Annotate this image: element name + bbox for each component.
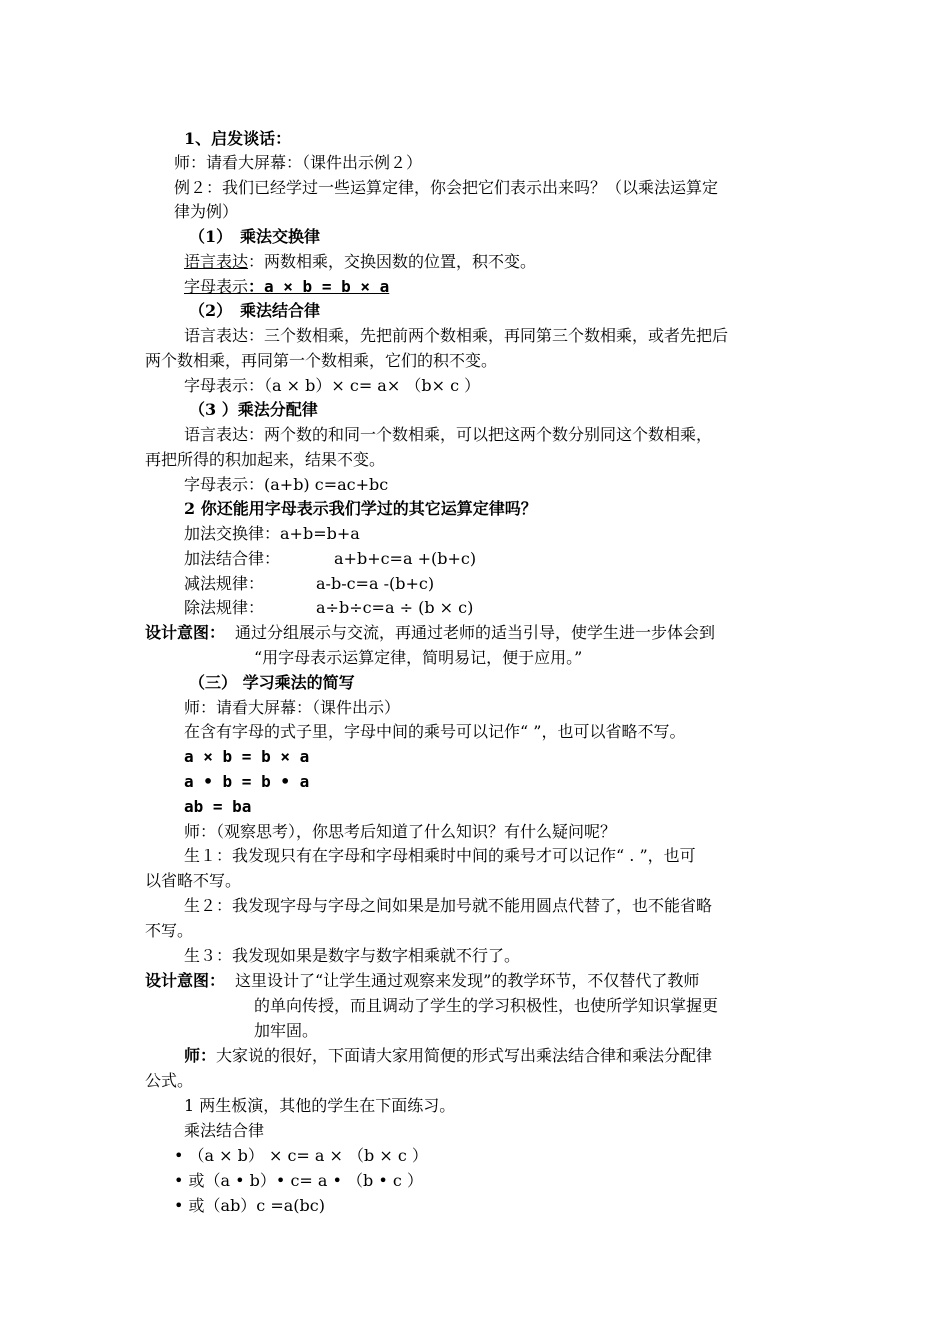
law-2-language-line: 语言表达：三个数相乘，先把前两个数相乘，再同第三个数相乘，或者先把后 bbox=[184, 326, 729, 345]
subtraction-rule-formula: a-b-c=a -(b+c) bbox=[316, 574, 435, 593]
formula-cross: a × b = b × a bbox=[184, 747, 310, 766]
teacher-question: 师：（观察思考），你思考后知道了什么知识？有什么疑问呢？ bbox=[184, 822, 617, 841]
teacher-line: 师：请看大屏幕：（课件出示） bbox=[184, 698, 401, 717]
law-2-letter-line: 字母表示：（a × b）× c= a× （b× c ） bbox=[184, 376, 481, 395]
example-2-line: 例２：我们已经学过一些运算定律，你会把它们表示出来吗？（以乘法运算定 bbox=[174, 178, 719, 197]
question-2: 2 你还能用字母表示我们学过的其它运算定律吗？ bbox=[184, 499, 537, 518]
law-1-heading: 乘法交换律 bbox=[240, 227, 321, 246]
student-2-answer: 生２：我发现字母与字母之间如果是加号就不能用圆点代替了，也不能省略 bbox=[184, 896, 713, 915]
associative-law-subheading: 乘法结合律 bbox=[184, 1121, 265, 1140]
law-2-number: （2） bbox=[189, 301, 233, 320]
addition-commutative-law: 加法交换律：a+b=b+a bbox=[184, 524, 360, 543]
teacher-instruction-text: 大家说的很好，下面请大家用简便的形式写出乘法结合律和乘法分配律 bbox=[216, 1046, 713, 1065]
rule-statement: 在含有字母的式子里，字母中间的乘号可以记作“ ”，也可以省略不写。 bbox=[184, 722, 686, 741]
letter-expression-label: 字母表示 bbox=[184, 277, 249, 296]
design-intent-text-cont: 的单向传授，而且调动了学生的学习积极性，也使所学知识掌握更 bbox=[254, 996, 719, 1015]
student-1-answer-cont: 以省略不写。 bbox=[145, 871, 242, 890]
student-3-answer: 生３：我发现如果是数字与数字相乘就不行了。 bbox=[184, 946, 521, 965]
formula-omitted: ab = ba bbox=[184, 797, 252, 816]
student-2-answer-cont: 不写。 bbox=[145, 921, 194, 940]
division-rule-formula: a÷b÷c=a ÷ (b × c) bbox=[316, 598, 474, 617]
list-item: • 或（a • b）• c= a • （b • c ） bbox=[174, 1171, 423, 1190]
design-intent-text: 这里设计了“让学生通过观察来发现”的教学环节，不仅替代了教师 bbox=[235, 971, 700, 990]
law-1-number: （1） bbox=[189, 227, 233, 246]
design-intent-label: 设计意图： bbox=[145, 971, 226, 990]
addition-associative-label: 加法结合律： bbox=[184, 549, 281, 568]
teacher-label: 师： bbox=[184, 1046, 217, 1065]
design-intent-text-cont-2: 加牢固。 bbox=[254, 1021, 319, 1040]
list-item: • 或（ab）c =a(bc) bbox=[174, 1196, 325, 1215]
design-intent-text: 通过分组展示与交流，再通过老师的适当引导，使学生进一步体会到 bbox=[235, 623, 716, 642]
letter-expression-formula: ：a × b = b × a bbox=[248, 277, 390, 296]
language-expression-text: ：两数相乘，交换因数的位置，积不变。 bbox=[248, 252, 537, 271]
law-2-heading: 乘法结合律 bbox=[240, 301, 321, 320]
addition-associative-formula: a+b+c=a +(b+c) bbox=[334, 549, 477, 568]
student-1-answer: 生１：我发现只有在字母和字母相乘时中间的乘号才可以记作“ . ”，也可 bbox=[184, 846, 696, 865]
law-3-language-line-cont: 再把所得的积加起来，结果不变。 bbox=[145, 450, 386, 469]
design-intent-text-cont: “用字母表示运算定律，简明易记，便于应用。” bbox=[254, 648, 583, 667]
section-title-enlightening-talk: 1、启发谈话： bbox=[184, 129, 292, 148]
subtraction-rule-label: 减法规律： bbox=[184, 574, 265, 593]
law-3-letter-line: 字母表示：(a+b) c=ac+bc bbox=[184, 475, 389, 494]
teacher-instruction bbox=[184, 1044, 712, 1068]
practice-instruction: 1 两生板演，其他的学生在下面练习。 bbox=[184, 1096, 456, 1115]
teacher-instruction-cont: 公式。 bbox=[145, 1071, 194, 1090]
division-rule-label: 除法规律： bbox=[184, 598, 265, 617]
formula-dot: a • b = b • a bbox=[184, 772, 310, 791]
law-2-language-line-cont: 两个数相乘，再同第一个数相乘，它们的积不变。 bbox=[145, 351, 498, 370]
example-2-line-cont: 律为例） bbox=[174, 202, 239, 221]
design-intent-label: 设计意图： bbox=[145, 623, 226, 642]
teacher-line: 师：请看大屏幕：（课件出示例２） bbox=[174, 153, 423, 172]
law-3-language-line: 语言表达：两个数的和同一个数相乘，可以把这两个数分别同这个数相乘， bbox=[184, 425, 713, 444]
language-expression-label: 语言表达 bbox=[184, 252, 249, 271]
law-1-letter-line bbox=[184, 275, 389, 299]
law-3-heading: （3 ）乘法分配律 bbox=[189, 400, 318, 419]
section-title-multiplication-shorthand: （三） 学习乘法的简写 bbox=[189, 673, 355, 692]
law-1-language-line bbox=[184, 250, 536, 274]
list-item: • （a × b） × c= a × （b × c ） bbox=[174, 1146, 428, 1165]
